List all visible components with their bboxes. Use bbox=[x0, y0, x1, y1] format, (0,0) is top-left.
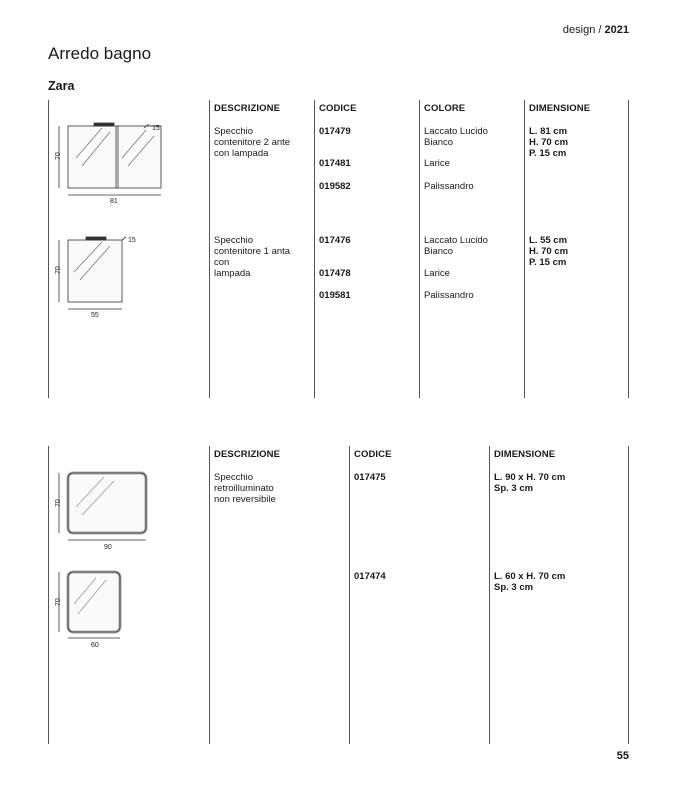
page-number: 55 bbox=[616, 750, 629, 762]
product-description: Specchio contenitore 1 anta con lampada bbox=[214, 235, 291, 279]
column-divider bbox=[349, 446, 350, 744]
product-code: 017474 bbox=[354, 571, 386, 582]
product-description: Specchio contenitore 2 ante con lampada bbox=[214, 126, 291, 159]
product-color: Laccato Lucido Bianco bbox=[424, 235, 488, 257]
column-divider bbox=[628, 446, 629, 744]
header-codice: CODICE bbox=[354, 449, 392, 460]
product-color: Larice bbox=[424, 268, 450, 279]
product-color: Laccato Lucido Bianco bbox=[424, 126, 488, 148]
publication-label bbox=[563, 24, 629, 36]
header-descrizione: DESCRIZIONE bbox=[214, 449, 281, 460]
header-dimensione: DIMENSIONE bbox=[529, 103, 591, 114]
dim-width-label: 90 bbox=[104, 544, 112, 551]
year-label: 2021 bbox=[604, 24, 629, 36]
section-title: Arredo bagno bbox=[48, 44, 152, 63]
product-code: 017481 bbox=[319, 158, 351, 169]
column-divider bbox=[524, 100, 525, 398]
mirror-90-drawing bbox=[52, 467, 160, 553]
dim-height-label: 70 bbox=[55, 598, 62, 606]
cabinet-1-door-drawing bbox=[52, 232, 152, 318]
dim-height-label: 70 bbox=[55, 499, 62, 507]
product-color: Palissandro bbox=[424, 181, 474, 192]
product-color: Palissandro bbox=[424, 290, 474, 301]
column-divider bbox=[314, 100, 315, 398]
dim-width-label: 55 bbox=[91, 312, 99, 318]
product-color: Larice bbox=[424, 158, 450, 169]
dim-depth-label: 15 bbox=[152, 125, 160, 132]
mirror-60-drawing bbox=[52, 566, 142, 652]
dim-depth-label: 15 bbox=[128, 237, 136, 244]
dim-height-label: 70 bbox=[55, 152, 62, 160]
column-divider bbox=[209, 446, 210, 744]
header-dimensione: DIMENSIONE bbox=[494, 449, 556, 460]
product-code: 019581 bbox=[319, 290, 351, 301]
product-description: Specchio retroilluminato non reversibile bbox=[214, 472, 276, 505]
product-dimensions: L. 55 cm H. 70 cm P. 15 cm bbox=[529, 235, 569, 268]
dim-height-label: 70 bbox=[55, 266, 62, 274]
product-code: 017476 bbox=[319, 235, 351, 246]
header-descrizione: DESCRIZIONE bbox=[214, 103, 281, 114]
cabinet-2-doors-drawing bbox=[52, 118, 170, 204]
brand-label: design / bbox=[562, 24, 605, 36]
column-divider bbox=[489, 446, 490, 744]
column-divider bbox=[209, 100, 210, 398]
column-divider bbox=[48, 100, 49, 398]
column-divider bbox=[628, 100, 629, 398]
column-divider bbox=[48, 446, 49, 744]
product-code: 019582 bbox=[319, 181, 351, 192]
product-code: 017475 bbox=[354, 472, 386, 483]
product-code: 017478 bbox=[319, 268, 351, 279]
product-dimensions: L. 60 x H. 70 cm Sp. 3 cm bbox=[494, 571, 566, 593]
dim-width-label: 60 bbox=[91, 642, 99, 649]
header-codice: CODICE bbox=[319, 103, 357, 114]
column-divider bbox=[419, 100, 420, 398]
product-code: 017479 bbox=[319, 126, 351, 137]
dim-width-label: 81 bbox=[110, 198, 118, 204]
product-dimensions: L. 90 x H. 70 cm Sp. 3 cm bbox=[494, 472, 566, 494]
product-dimensions: L. 81 cm H. 70 cm P. 15 cm bbox=[529, 126, 569, 159]
series-title: Zara bbox=[48, 79, 75, 93]
header-colore: COLORE bbox=[424, 103, 466, 114]
